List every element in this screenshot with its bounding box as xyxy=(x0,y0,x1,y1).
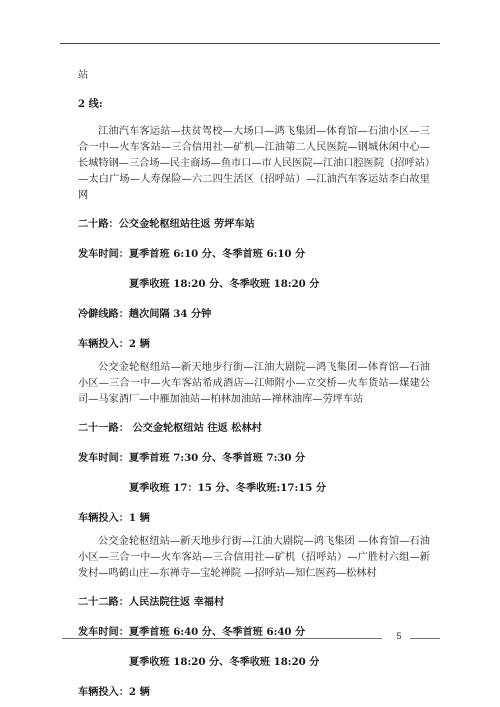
route21-route: 公交金轮枢纽站—新天地步行街—江油大剧院—鸿飞集团 —体育馆—石油小区—三合一中—火车客站—三合信用社—矿机（招呼站）—广胜村六组—新发村—鸣鹤山庄—东禅寺—宝轮禅院 —招呼站—知仁医药—松林村 xyxy=(78,536,430,579)
line2-heading: 2 线: xyxy=(78,98,103,110)
page-number: 5 xyxy=(396,631,402,641)
route20-last: 夏季收班 18:20 分、冬季收班 18:20 分 xyxy=(129,278,320,290)
route20-departure: 发车时间：夏季首班 6:10 分、冬季首班 6:10 分 xyxy=(78,248,306,260)
route21-vehicles: 车辆投入：1 辆 xyxy=(78,512,150,524)
route21-title: 二十一路： 公交金轮枢纽站 往返 松林村 xyxy=(78,422,262,434)
header-rule xyxy=(60,43,440,44)
footer-rule-left xyxy=(62,638,382,639)
line2-route: 江油汽车客运站—扶贫驾校—大场口—鸿飞集团—体育馆—石油小区—三合一中—火车客站—三合信用社—矿机—江油第二人民医院—钢城休闲中心—长城特钢—三合场—民主商场—鱼市口—市人民医院—江油口腔医院（招呼站）—太白广场—人寿保险—六二四生活区（招呼站）—江油汽车客运站李白故里网 xyxy=(78,126,430,201)
route21-last: 夏季收班 17：15 分、冬季收班:17:15 分 xyxy=(129,482,327,494)
continued-text: 站 xyxy=(78,70,89,81)
footer-rule-right xyxy=(410,638,440,639)
route22-departure: 发车时间：夏季首班 6:40 分、冬季首班 6:40 分 xyxy=(78,626,306,638)
route20-vehicles: 车辆投入：2 辆 xyxy=(78,338,150,350)
route20-title: 二十路：公交金轮枢纽站往返 劳坪车站 xyxy=(78,218,255,230)
route20-offpeak: 冷僻线路：趟次间隔 34 分钟 xyxy=(78,308,212,320)
route22-title: 二十二路：人民法院往返 幸福村 xyxy=(78,596,225,608)
route20-route: 公交金轮枢纽站—新天地步行街—江油大剧院—鸿飞集团—体育馆—石油小区—三合一中—火车客站希成酒店—江师附小—立交桥—火车货站—煤建公司—马家酒厂—中雁加油站—柏林加油站—禅林油库—劳坪车站 xyxy=(78,362,430,405)
document-body xyxy=(78,68,430,700)
route21-departure: 发车时间：夏季首班 7:30 分、冬季首班 7:30 分 xyxy=(78,452,306,464)
route22-vehicles: 车辆投入：2 辆 xyxy=(78,686,150,698)
route22-last: 夏季收班 18:20 分、冬季收班 18:20 分 xyxy=(129,656,320,668)
